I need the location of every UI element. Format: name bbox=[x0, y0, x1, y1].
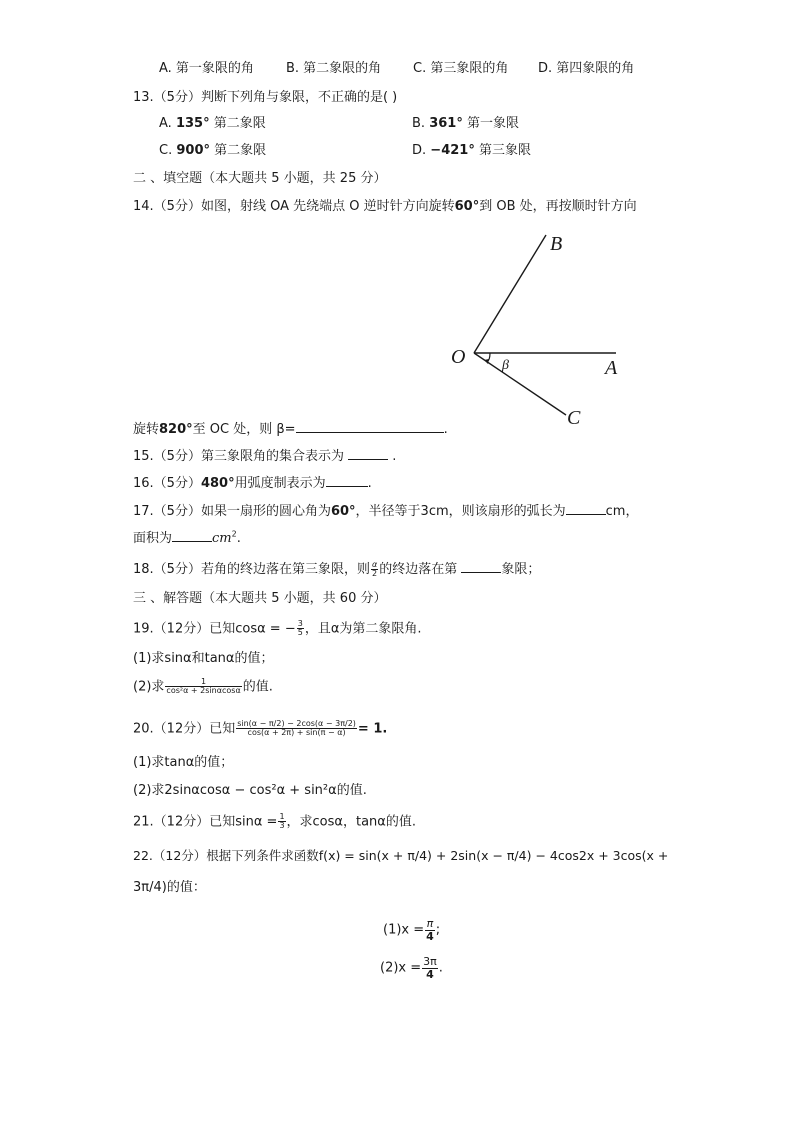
label-o: O bbox=[451, 346, 466, 368]
q20-fraction: $\frac{\sin(\alpha - \pi/2) - 2\cos(\alpha - 3\pi/2)}{\cos(\alpha + 2\pi) + \sin(\pi - \alpha)}$ bbox=[237, 719, 356, 738]
q18: 18.（5分）若角的终边落在第三象限，则 $\frac{\alpha}{2}$ 的终边落在第 象限； bbox=[133, 559, 541, 578]
q19-stem: 19.（12分）已知cosα = − $\frac{3}{5}$ ，且α为第二象限角. bbox=[133, 619, 422, 638]
q17-line2: 面积为 $cm^2$. bbox=[133, 529, 241, 546]
q15: 15.（5分）第三象限角的集合表示为 . bbox=[133, 449, 397, 464]
q13-option-c: C. 900° 第二象限 bbox=[159, 143, 267, 158]
q22-case1: (1)x = $\frac{\pi}{4}$ ; bbox=[383, 917, 441, 943]
q17-line1: 17.（5分）如果一扇形的圆心角为60°，半径等于3cm，则该扇形的弧长为 cm， bbox=[133, 504, 639, 519]
q13-option-b: B. 361° 第一象限 bbox=[412, 116, 519, 131]
q17-arc-blank[interactable] bbox=[566, 502, 606, 515]
section-2-title: 二 、填空题（本大题共 5 小题，共 25 分） bbox=[133, 171, 387, 186]
q21-stem: 21.（12分）已知sinα = $\frac{1}{3}$ ，求cosα，tanα的值. bbox=[133, 812, 416, 831]
angle-figure bbox=[440, 222, 630, 437]
q22-case2-fraction: $\frac{3\pi}{4}$ bbox=[423, 955, 437, 981]
ray-ob bbox=[474, 235, 546, 353]
q22-case1-fraction: $\frac{\pi}{4}$ bbox=[426, 917, 434, 943]
q19-fraction: $\frac{3}{5}$ bbox=[297, 619, 303, 638]
q18-fraction: $\frac{\alpha}{2}$ bbox=[371, 559, 378, 578]
q16-answer-blank[interactable] bbox=[326, 474, 368, 487]
q19-part1: (1)求sinα和tanα的值； bbox=[133, 651, 274, 666]
q20-part1: (1)求tanα的值； bbox=[133, 755, 234, 770]
label-a: A bbox=[605, 357, 618, 379]
q12-option-c: C. 第三象限的角 bbox=[413, 61, 509, 76]
q14-answer-blank[interactable] bbox=[296, 420, 444, 433]
q19-part2: (2)求 $\frac{1}{\text{cos²α + 2sinαcosα}}$ 的值. bbox=[133, 677, 273, 696]
q21-fraction: $\frac{1}{3}$ bbox=[279, 812, 285, 831]
q20-stem: 20.（12分）已知 $\frac{\sin(\alpha - \pi/2) - 2\cos(\alpha - 3\pi/2)}{\cos(\alpha + 2\pi) + \sin(\pi - \alpha)}$ = 1. bbox=[133, 719, 388, 738]
q13-option-d: D. −421° 第三象限 bbox=[412, 143, 531, 158]
label-b: B bbox=[550, 233, 563, 255]
q20-part2: (2)求2sinαcosα − cos²α + sin²α的值. bbox=[133, 783, 367, 798]
q13-stem: 13.（5分）判断下列角与象限，不正确的是( ) bbox=[133, 90, 398, 105]
q12-option-d: D. 第四象限的角 bbox=[538, 61, 635, 76]
label-c: C bbox=[567, 407, 581, 429]
q22-case2: (2)x = $\frac{3\pi}{4}$ . bbox=[380, 955, 443, 981]
q22-line2: 3π/4)的值： bbox=[133, 880, 206, 895]
section-3-title: 三 、解答题（本大题共 5 小题，共 60 分） bbox=[133, 591, 387, 606]
q18-answer-blank[interactable] bbox=[461, 560, 501, 573]
label-beta: β bbox=[502, 358, 509, 373]
q19-part2-fraction: $\frac{1}{\text{cos²α + 2sinαcosα}}$ bbox=[166, 677, 241, 696]
q15-answer-blank[interactable] bbox=[348, 447, 388, 460]
q16: 16.（5分）480°用弧度制表示为 . bbox=[133, 476, 372, 491]
q14-continuation: 旋转820°至 OC 处，则 β= . bbox=[133, 422, 448, 437]
q12-option-a: A. 第一象限的角 bbox=[159, 61, 254, 76]
q12-option-b: B. 第二象限的角 bbox=[286, 61, 382, 76]
q14-stem: 14.（5分）如图，射线 OA 先绕端点 O 逆时针方向旋转60°到 OB 处，再按顺时针方向 bbox=[133, 199, 637, 214]
q22-line1: 22.（12分）根据下列条件求函数f(x) = sin(x + π/4) + 2sin(x − π/4) − 4cos2x + 3cos(x + bbox=[133, 848, 669, 863]
q17-area-blank[interactable] bbox=[172, 529, 212, 542]
q13-option-a: A. 135° 第二象限 bbox=[159, 116, 266, 131]
